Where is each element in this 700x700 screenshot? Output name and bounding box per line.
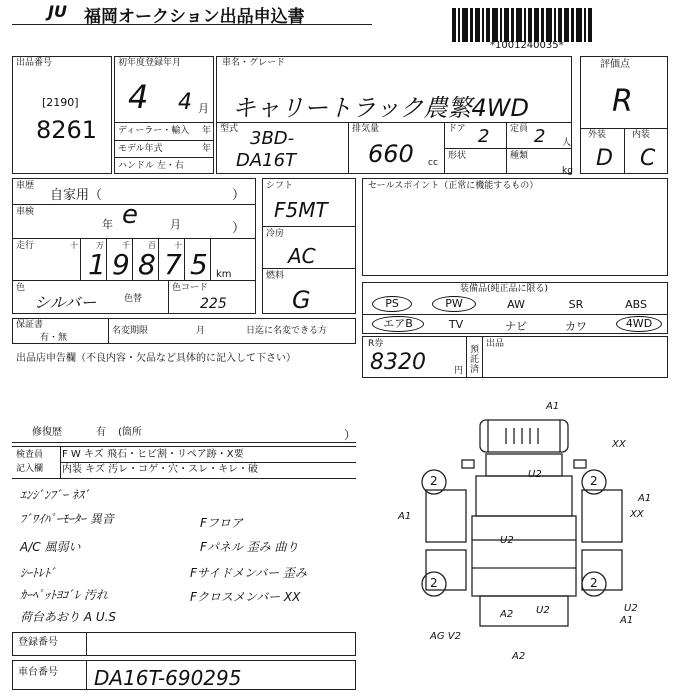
- seller-notes-close: ）: [344, 428, 357, 442]
- equip-sr: SR: [568, 298, 584, 311]
- note-4: ｶｰﾍﾟｯﾄﾖｺﾞﾚ 汚れ: [20, 588, 108, 602]
- diagram-label-xx-1: XX: [612, 439, 626, 450]
- type-label: 型式: [220, 124, 239, 134]
- inspection-label: 車検: [16, 207, 35, 217]
- interior-label: 内装: [632, 130, 651, 140]
- inspector-row1: F W キズ 飛石・ヒビ割・リペア跡・X要: [62, 449, 244, 460]
- equip-4wd: 4WD: [616, 316, 662, 332]
- diagram-label-u2-2: U2: [500, 535, 514, 546]
- exterior-value: D: [596, 146, 613, 171]
- repair-label: 修復歴: [32, 427, 62, 438]
- car-divider: [216, 122, 572, 123]
- ac-label: 冷房: [266, 229, 285, 239]
- recycle-unit: 円: [454, 366, 464, 376]
- shape-label: 形状: [448, 151, 467, 161]
- lot-box: [12, 56, 112, 174]
- diagram-label-a2-1: A2: [500, 609, 514, 620]
- equip-leather: カワ: [565, 320, 587, 333]
- model-year-label: モデル年式: [118, 144, 163, 154]
- car-vdiv-1: [348, 122, 349, 174]
- inspector-row2: 内装 キズ 汚レ・コゲ・穴・スレ・キレ・破: [62, 464, 259, 475]
- note-right-2: Fサイドメンバー 歪み: [190, 566, 307, 580]
- diagram-label-ag-v2: AG V2: [430, 631, 461, 642]
- inspector-label: 検査員: [16, 450, 44, 460]
- dealer-label: ディーラー・輸入: [118, 126, 190, 136]
- shift-div-2: [262, 268, 356, 269]
- diagram-label-u2-3: U2: [536, 605, 550, 616]
- color-code-label: 色コード: [172, 283, 209, 293]
- dealer-suffix: 年: [202, 126, 212, 136]
- note-right-3: Fクロスメンバー XX: [190, 590, 301, 604]
- equip-navi: ナビ: [505, 320, 527, 333]
- mileage-header-1: 万: [96, 241, 104, 250]
- mileage-digit-3: 7: [164, 248, 182, 281]
- recycle-value: 8320: [370, 350, 426, 375]
- documents-options: 有・無: [40, 333, 68, 343]
- notes-bottom: [12, 442, 356, 443]
- inspector-label2: 記入欄: [16, 464, 44, 474]
- diagram-label-u2-1: U2: [528, 469, 542, 480]
- door-value: 2: [478, 126, 490, 147]
- barcode-number: *1001240035*: [490, 40, 564, 51]
- evaluation-label: 評価点: [600, 59, 630, 70]
- doc-vdiv: [108, 318, 109, 344]
- mileage-label: 走行: [16, 241, 35, 251]
- capacity-unit: 人: [562, 138, 572, 148]
- diagram-label-a1-top: A1: [546, 401, 560, 412]
- seller-notes-label: 出品店申告欄（不良内容・欠品など具体的に記入して下さい）: [16, 353, 296, 364]
- kind-label: 種類: [510, 151, 529, 161]
- diagram-wheel-rl: 2: [430, 576, 438, 590]
- cc-value: 660: [368, 140, 414, 168]
- diagram-wheel-fr: 2: [590, 474, 598, 488]
- year-divider-1: [114, 122, 214, 123]
- inspector-top: [12, 446, 356, 447]
- color-code: 225: [200, 296, 227, 312]
- note-0: ｴﾝｼﾞﾝﾌﾞｰ ﾈｽﾞ: [20, 488, 90, 502]
- diagram-label-a2-2: A2: [512, 651, 526, 662]
- mileage-digit-1: 9: [112, 248, 130, 281]
- year-label: 初年度登録年月: [118, 58, 182, 68]
- note-1: ﾌﾞﾜｲﾊﾟｰﾓｰﾀｰ 異音: [20, 512, 114, 526]
- year-value: 4: [128, 78, 149, 116]
- diagram-label-a1-2: A1: [638, 493, 652, 504]
- door-label: ドア: [448, 124, 466, 134]
- usage-value: 自家用（: [50, 188, 103, 203]
- diagram-label-u2-4: U2: [624, 603, 638, 614]
- recycle-vdiv-2: [482, 336, 483, 378]
- ac-value: AC: [288, 244, 316, 268]
- month-unit: 月: [198, 102, 209, 115]
- reg-vdiv: [86, 632, 87, 656]
- equip-div: [362, 314, 668, 315]
- capacity-label: 定員: [510, 124, 529, 134]
- inspection-year-label: 年: [102, 218, 113, 231]
- documents-expiry-label: 名変期限: [112, 326, 149, 336]
- registration-label: 登録番号: [18, 637, 58, 648]
- color-change-label: 色替: [124, 294, 143, 304]
- barcode: [452, 8, 644, 42]
- diagram-wheel-rr: 2: [590, 576, 598, 590]
- note-right-0: Fフロア: [200, 516, 243, 530]
- recycle-deposit-unit: 出品: [486, 339, 505, 349]
- vehicle-diagram: [380, 390, 680, 670]
- interior-value: C: [640, 146, 656, 171]
- kg-unit: kg: [562, 166, 573, 176]
- mileage-header-3: 百: [148, 241, 156, 250]
- mileage-header-4: 十: [174, 241, 182, 250]
- documents-label: 保証書: [16, 320, 44, 330]
- usage-label: 車歴: [16, 181, 35, 191]
- equip-pw: PW: [432, 296, 476, 312]
- shift-value: F5MT: [274, 198, 328, 222]
- cab-front: [480, 420, 568, 452]
- mileage-header-0: 十: [70, 241, 78, 250]
- equipment-label: 装備品(純正品に限る): [460, 284, 549, 294]
- repair-close: (箇所: [118, 427, 142, 438]
- lot-number: 8261: [36, 116, 98, 144]
- mileage-header-2: 千: [122, 241, 130, 250]
- lot-label: 出品番号: [16, 58, 53, 68]
- car-divider-2: [444, 148, 572, 149]
- note-3: ｼｰﾄﾚﾄﾞ: [20, 566, 57, 580]
- color-value: シルバー: [34, 293, 97, 312]
- usage-close: ）: [232, 188, 246, 203]
- type-line1: 3BD-: [250, 128, 295, 149]
- mileage-digit-0: 1: [88, 248, 106, 281]
- inspection-value: e: [122, 200, 138, 230]
- sales-point-box: [362, 178, 668, 276]
- car-name-label: 車名・グレード: [222, 58, 286, 68]
- equip-abs: ABS: [625, 298, 647, 311]
- model-year-suffix: 年: [202, 144, 212, 154]
- lot-small-number: [2190]: [42, 96, 79, 109]
- evaluation-score: R: [612, 84, 633, 119]
- cc-unit: cc: [428, 158, 438, 168]
- diagram-label-a1-4: A1: [620, 615, 634, 626]
- fuel-label: 燃料: [266, 271, 285, 281]
- inspector-mid: [60, 462, 356, 463]
- equip-tv: TV: [448, 318, 464, 331]
- documents-note: 日迄に名変できる方: [246, 326, 328, 336]
- eval-vdiv: [624, 128, 625, 174]
- form-title: 福岡オークション出品申込書: [84, 7, 305, 27]
- equip-aw: AW: [507, 298, 525, 311]
- inspection-close: ）: [232, 221, 246, 236]
- registration-box: [12, 632, 356, 656]
- diagram-wheel-fl: 2: [430, 474, 438, 488]
- sales-point-label: セールスポイント（正常に機能するもの）: [368, 181, 539, 191]
- year-divider-3: [114, 157, 214, 158]
- color-vdiv: [168, 280, 169, 314]
- year-divider-2: [114, 140, 214, 141]
- exterior-label: 外装: [588, 130, 607, 140]
- mileage-digit-4: 5: [190, 248, 208, 281]
- chassis-label: 車台番号: [18, 667, 58, 678]
- equip-airbag: エアB: [372, 316, 424, 332]
- inspector-bottom: [12, 478, 356, 479]
- shift-div-1: [262, 226, 356, 227]
- ju-logo: JU: [48, 2, 67, 21]
- chassis-value: DA16T-690295: [94, 666, 242, 690]
- chassis-vdiv: [86, 660, 87, 690]
- equip-ps: PS: [372, 296, 412, 312]
- color-label: 色: [16, 283, 26, 293]
- capacity-value: 2: [534, 126, 546, 147]
- shift-label: シフト: [266, 181, 294, 191]
- documents-month: 月: [196, 326, 206, 336]
- recycle-vdiv-1: [466, 336, 467, 378]
- diagram-label-a1-3: A1: [398, 511, 412, 522]
- mileage-digit-2: 8: [138, 248, 156, 281]
- note-2: A/C 風弱い: [20, 540, 81, 554]
- month-value: 4: [178, 90, 192, 115]
- diagram-label-xx-2: XX: [630, 509, 644, 520]
- title-underline: [12, 24, 372, 25]
- fuel-value: G: [292, 286, 311, 314]
- handle-label: ハンドル 左・右: [118, 161, 184, 171]
- recycle-deposit-label: 預託済: [470, 345, 480, 375]
- note-right-1: Fパネル 歪み 曲り: [200, 540, 299, 554]
- cc-label: 排気量: [352, 124, 380, 134]
- repair-value: 有: [96, 427, 106, 438]
- type-line2: DA16T: [236, 150, 297, 171]
- car-name: キャリートラック農繁4WD: [232, 94, 529, 122]
- mileage-unit: km: [216, 269, 232, 280]
- note-5: 荷台あおり A U.S: [20, 610, 117, 624]
- info-div-3: [12, 280, 256, 281]
- inspector-vdiv: [60, 446, 61, 478]
- recycle-label: R券: [368, 339, 384, 349]
- inspection-month-label: 月: [170, 218, 181, 231]
